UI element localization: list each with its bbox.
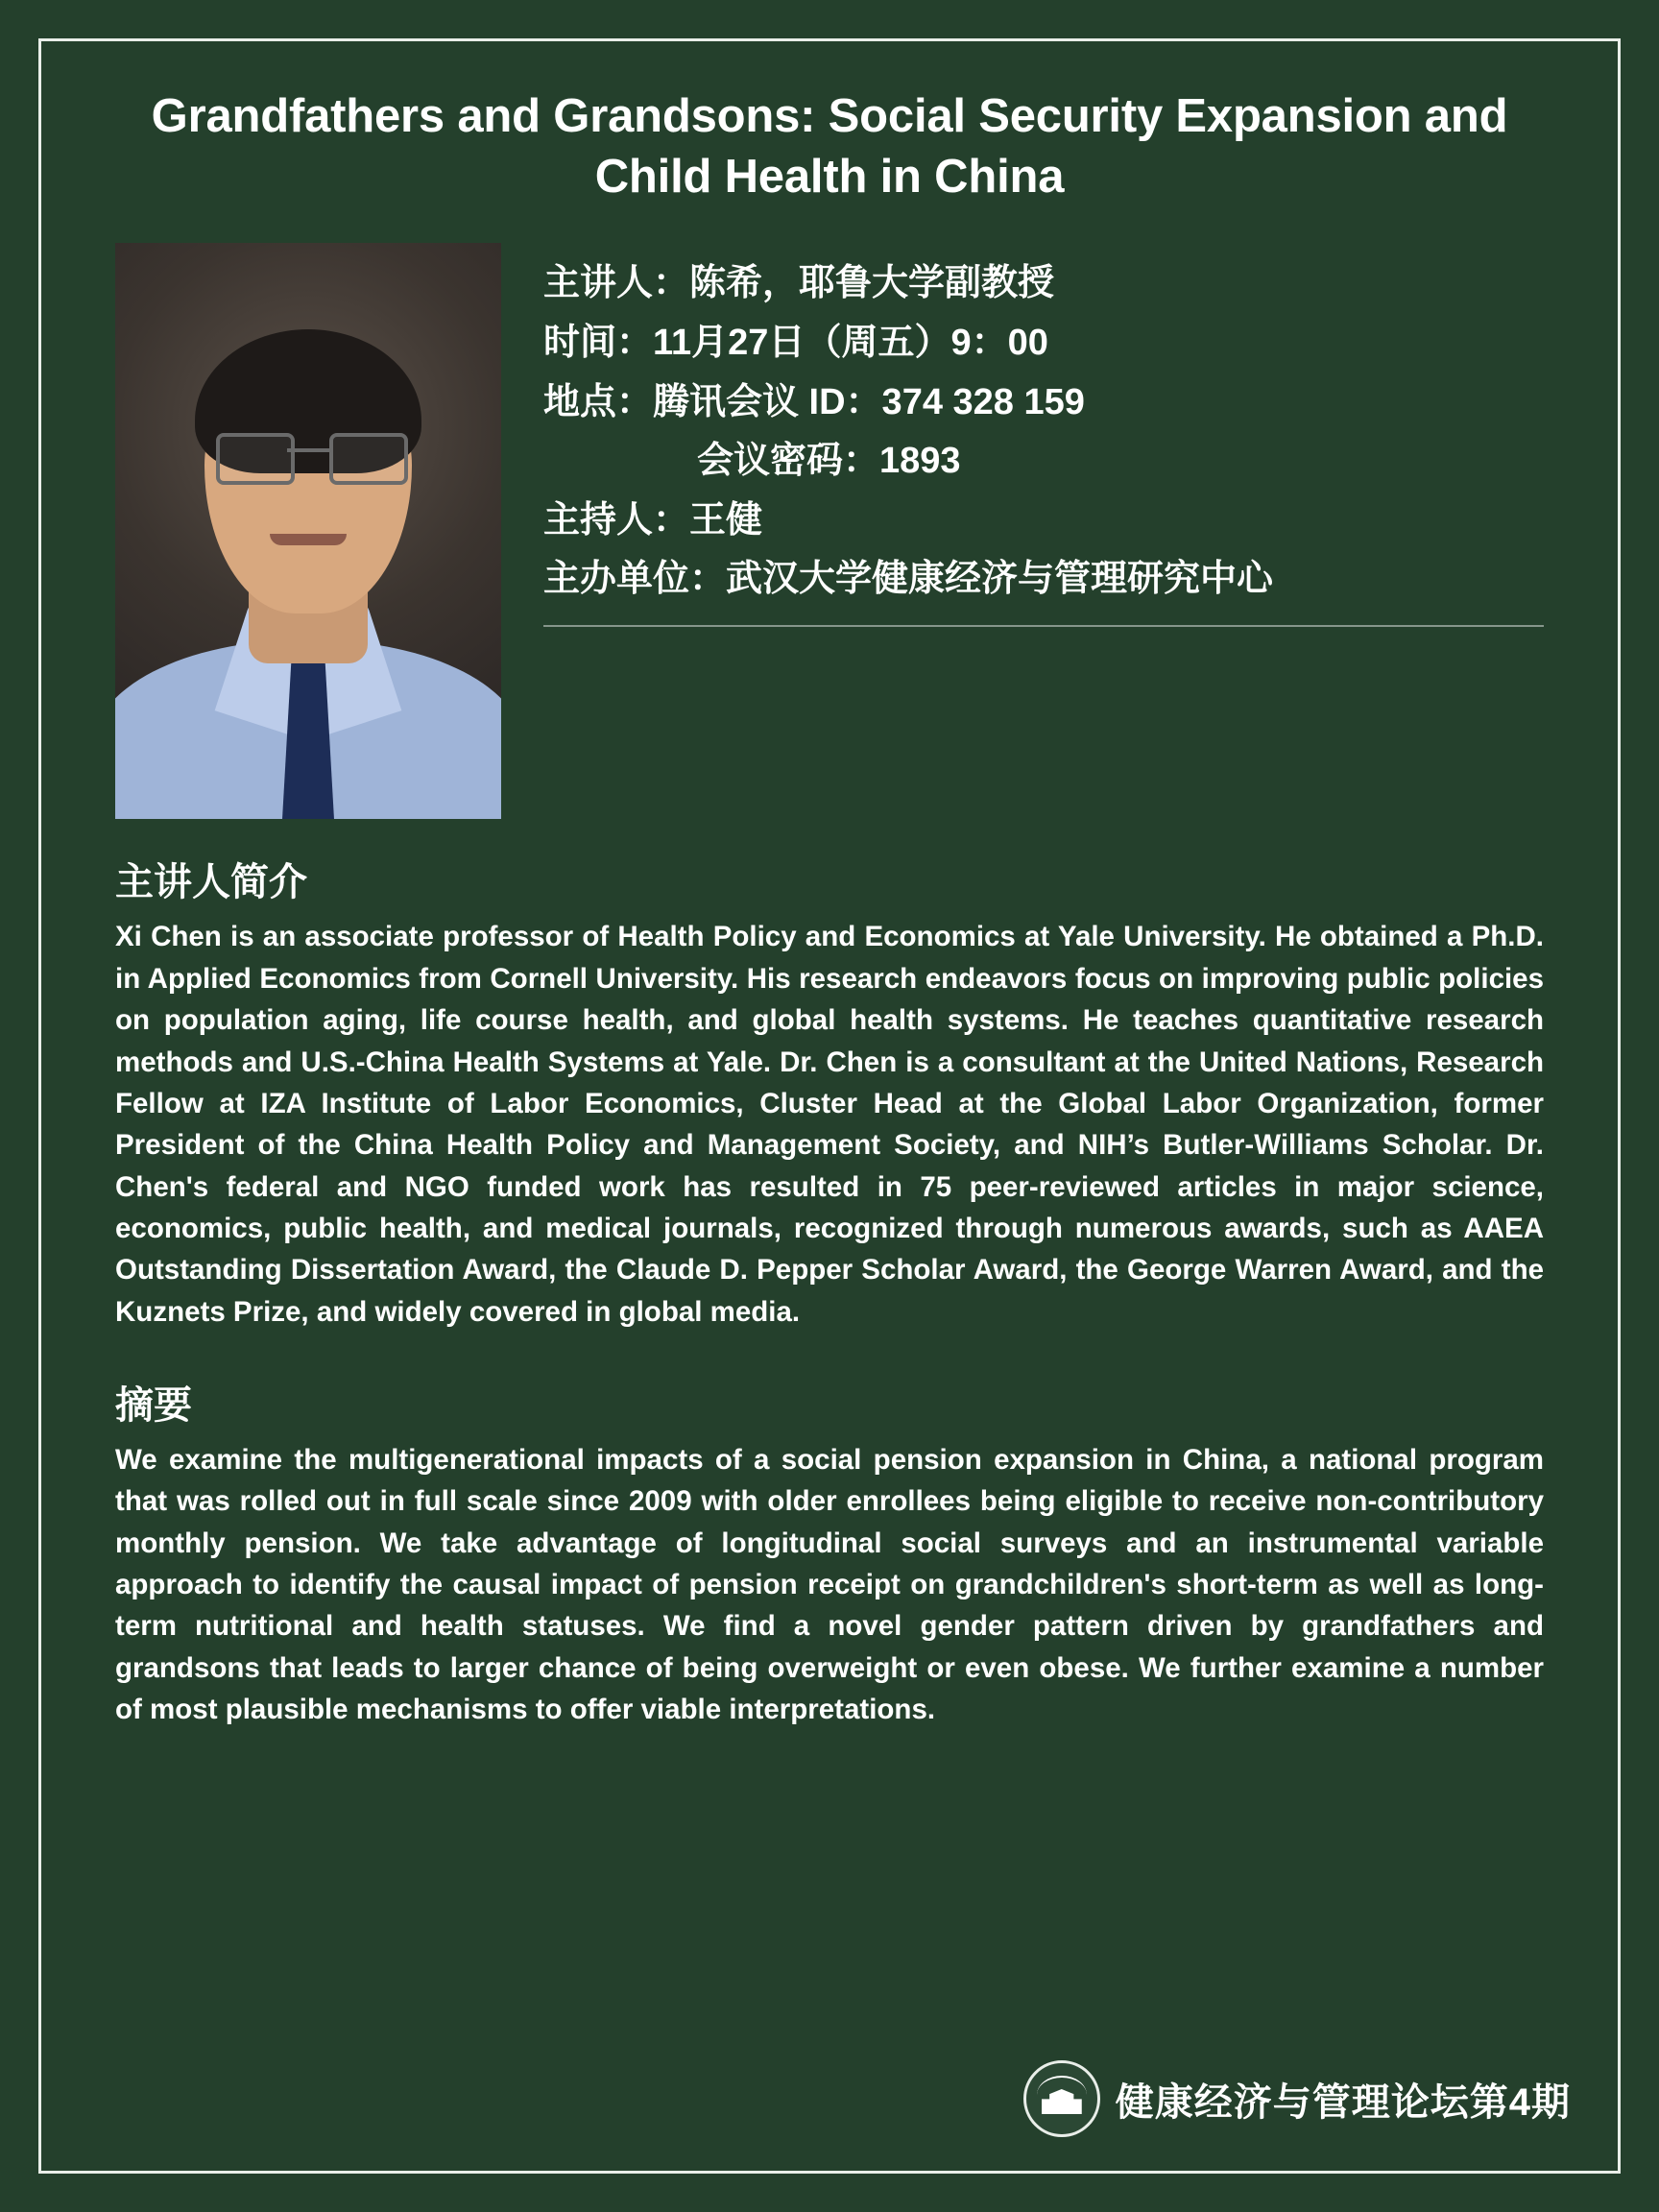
detail-meeting-password: 会议密码：1893 [697, 441, 961, 482]
speaker-header [115, 243, 1544, 819]
poster-content [27, 27, 1632, 1731]
divider [543, 625, 1544, 627]
detail-time: 时间：11月27日（周五）9：00 [543, 322, 1048, 363]
abstract-text: We examine the multigenerational impacts of a social pension expansion in China, a national program that was rolled out in full scale since 2009 with older enrollees being eligible to receive non-contributory monthly pension. We take advantage of longitudinal social surveys and an instrumental variable approach to identify the causal impact of pension receipt on grandchildren's short-term as well as long-term nutritional and health statuses. We find a novel gender pattern driven by grandfathers and grandsons that leads to larger chance of being overweight or even obese. We further examine a number of most plausible mechanisms to offer viable interpretations. [115, 1444, 1544, 1726]
event-details [501, 243, 1544, 626]
portrait-mouth [270, 534, 347, 545]
forum-series-label: 健康经济与管理论坛第4期 [1115, 2080, 1571, 2124]
speaker-bio-section [115, 852, 1544, 1333]
portrait-glasses-left [216, 433, 295, 485]
page-title: Grandfathers and Grandsons: Social Security Expansion and Child Health in China [151, 90, 1508, 203]
poster-footer [1023, 2060, 1571, 2137]
speaker-bio-heading: 主讲人简介 [115, 861, 307, 904]
detail-organizer: 主办单位：武汉大学健康经济与管理研究中心 [543, 559, 1274, 600]
abstract-heading: 摘要 [115, 1384, 192, 1428]
abstract-section [115, 1375, 1544, 1731]
portrait-glasses-right [329, 433, 408, 485]
speaker-portrait-image [115, 243, 501, 819]
wuhan-university-crest-icon [1023, 2060, 1100, 2137]
detail-location: 地点：腾讯会议 ID：374 328 159 [543, 381, 1085, 422]
detail-host: 主持人：王健 [543, 499, 763, 541]
speaker-bio-text: Xi Chen is an associate professor of Health Policy and Economics at Yale University. He obtained a Ph.D. in Applied Economics from Cornell University. His research endeavors focus on improving public policies on population aging, life course health, and global health systems. He teaches quantitative research methods and U.S.-China Health Systems at Yale. Dr. Chen is a consultant at the United Nations, Research Fellow at IZA Institute of Labor Economics, Cluster Head at the Global Labor Organization, former President of the China Health Policy and Management Society, and NIH’s Butler-Williams Scholar. Dr. Chen's federal and NGO funded work has resulted in 75 peer-reviewed articles in major science, economics, public health, and medical journals, recognized through numerous awards, such as AAEA Outstanding Dissertation Award, the Claude D. Pepper Scholar Award, the George Warren Award, and the Kuznets Prize, and widely covered in global media. [115, 921, 1544, 1328]
portrait-glasses-bridge [287, 448, 329, 452]
detail-speaker: 主讲人：陈希，耶鲁大学副教授 [543, 263, 1055, 304]
